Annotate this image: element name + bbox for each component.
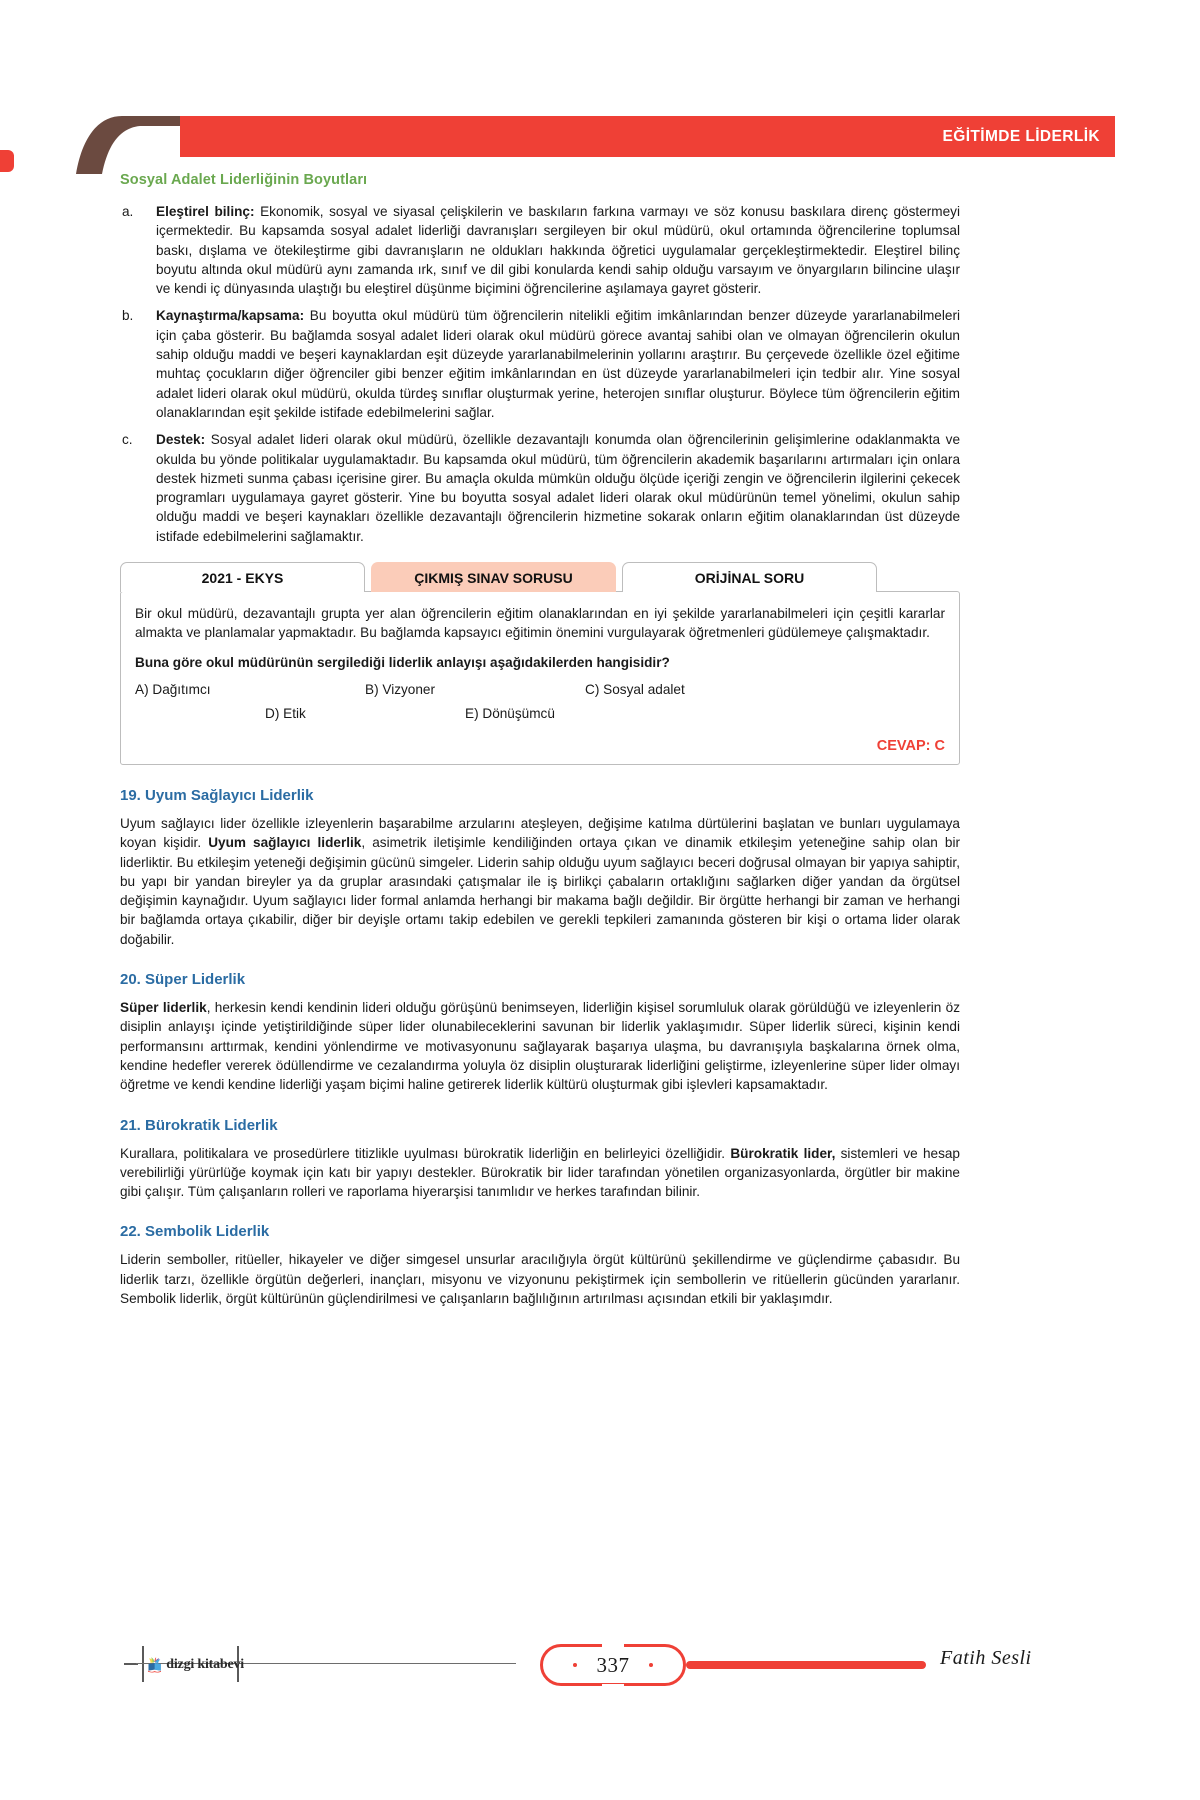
option-b[interactable] xyxy=(365,682,435,697)
list-text-c xyxy=(156,430,960,546)
option-d-label: Etik xyxy=(283,705,306,721)
exam-answer: CEVAP: C xyxy=(876,737,945,754)
option-b-label: Vizyoner xyxy=(382,681,436,697)
option-a-label: Dağıtımcı xyxy=(152,681,211,697)
left-edge-accent xyxy=(0,150,14,172)
exam-stem: Bir okul müdürü, dezavantajlı grupta yer alan öğrencilerin eğitim olanaklarından en iyi şekilde yararlanabilmeleri için çeşitli kararlar almakta ve planlamalar yapmaktadır. Bu bağlamda kapsayıcı eğitimin önemini vurgulayarak öğretmenleri güdülemeye çalışmaktadır. xyxy=(135,606,945,641)
topic-paragraph-21 xyxy=(120,1144,960,1202)
topic-heading-19: 19. Uyum Sağlayıcı Liderlik xyxy=(120,786,314,804)
exam-body xyxy=(120,591,960,765)
list-item-b xyxy=(120,306,960,422)
option-a[interactable] xyxy=(135,682,211,697)
tab-past-exam-question[interactable]: ÇIKMIŞ SINAV SORUSU xyxy=(371,562,616,592)
option-e-key: E) xyxy=(465,705,479,721)
topic-paragraph-20 xyxy=(120,998,960,1094)
page-number-badge xyxy=(540,1644,686,1686)
section-heading-social-justice: Sosyal Adalet Liderliğinin Boyutları xyxy=(120,172,368,188)
list-marker-a: a. xyxy=(122,204,134,219)
option-b-key: B) xyxy=(365,681,379,697)
option-c[interactable] xyxy=(585,682,685,697)
topic-paragraph-22 xyxy=(120,1250,960,1308)
exam-question-box xyxy=(120,562,960,765)
topic-heading-21: 21. Bürokratik Liderlik xyxy=(120,1116,278,1134)
run: Kurallara, politikalara ve prosedürlere titizlikle uyulması bürokratik liderliğin en belirleyici özelliğidir. xyxy=(120,1145,731,1161)
tab-exam-year[interactable]: 2021 - EKYS xyxy=(120,562,365,592)
run: sistemleri ve hesap verebilirliği yürürlüğe koymak için katı bir yapıyı destekler. Bürokratik bir lider tarafından yönetilen organizasyonlarda, örgütler bir makine gibi çalışır. Tüm çalışanların rolleri ve raporlama hiyerarşisi tanımlıdır ve herkes tarafından bilinir. xyxy=(120,1145,960,1200)
run: Liderin semboller, ritüeller, hikayeler ve diğer simgesel unsurlar aracılığıyla örgüt kültürünü şekillendirme ve güçlendirme çabasıdır. Bu liderlik tarzı, özellikle örgütün değerleri, inançları, misyonu ve vizyonunu pekiştirmek için sembollerin ve ritüellerin gücünden yararlanır. Sembolik liderlik, örgüt kültürünün güçlendirilmesi ve çalışanların bağlılığının artırılması açısından etkili bir yaklaşımdır. xyxy=(120,1252,960,1306)
option-c-label: Sosyal adalet xyxy=(603,681,685,697)
run: Uyum sağlayıcı lider özellikle izleyenlerin başarabilme arzularını ateşleyen, değişime katılma dürtülerini başlatan ve bunları uygulamaya koyan kişidir. xyxy=(120,815,960,851)
list-marker-c: c. xyxy=(122,432,133,448)
publisher-name: dizgi kitabevi xyxy=(166,1657,244,1672)
exam-tabs xyxy=(120,562,960,592)
option-e-label: Dönüşümcü xyxy=(482,705,555,721)
run-bold: Süper liderlik xyxy=(120,1000,207,1016)
body-a: Ekonomik, sosyal ve siyasal çelişkilerin ve baskıların farkına varmayı ve söz konusu baskılara direnç göstermeyi içermektedir. Bu kapsamda sosyal adalet liderliği davranışları sergileyen bir okul müdürü, okul ortamında öğrencilerine toplumsal baskı, dışlama ve ötekileştirme gibi davranışların ne oldukları hakkında öğretici uygulamalar gerçekleştirmektedir. Eleştirel bilinç boyutu altında okul müdürü aynı zamanda ırk, sınıf ve dil gibi konularda kendi sahip olduğu varsayım ve önyargıların bilincine ulaşır ve kendi iç dünyasında ulaştığı bu eleştirel düşünme biçimini öğrencilerine aşılamaya gayret gösterir. xyxy=(156,204,960,297)
option-a-key: A) xyxy=(135,681,149,697)
badge-notch-bottom xyxy=(602,1684,624,1692)
run-bold: Bürokratik lider, xyxy=(730,1145,836,1161)
footer-red-bar xyxy=(686,1661,926,1669)
term-c: Destek: xyxy=(156,432,206,448)
page-number: 337 xyxy=(596,1652,630,1677)
option-c-key: C) xyxy=(585,681,600,697)
run: , herkesin kendi kendinin lideri olduğu görüşünü benimseyen, liderliğin kişisel sorumluluk olarak görüldüğü ve izleyenlerin öz disiplin anlayışı içinde yetiştirildiğinde süper lider olunabileceklerini savunan bir liderlik yaklaşımıdır. Süper liderlik süreci, kişinin kendi performansını arttırmak, kendini yönlendirme ve motivasyonunu sağlayarak başarıya ulaşma, bu davranışıyla başkalarına örnek olma, kendine hedefler vererek ödüllendirme ve cezalandırma yoluyla öz disiplin oluşturarak liderliğini geliştirme, izleyenlerine süper lider olmayı öğretme ve kendi kendine liderliği yaşam biçimi haline getirerek liderlik kültürü oluşturmak gibi işlevleri kapsamaktadır. xyxy=(120,1000,960,1093)
term-a: Eleştirel bilinç: xyxy=(156,204,255,219)
footer-tick-left xyxy=(142,1646,144,1682)
run: , asimetrik iletişimle kendiliğinden ortaya çıkan ve dinamik etkileşim yeteneğine sahip olan bir liderliktir. Bu etkileşim yeteneği değişimin gücünü simgeler. Liderin sahip olduğu uyum sağlayıcı beceri doğrusal olmayan bir yapıya sahiptir, bu yapı bir yandan bireyler ya da gruplar arasındaki çatışmalar ile iş birlikçi çabaların ortaklığını sağlarken diğer yandan da örgütsel değişimin kaynağıdır. Uyum sağlayıcı lider formal anlamda herhangi bir makama bağlı değildir. Bir örgütte herhangi bir zaman ve herhangi bir bağlamda ortaya çıkabilir, diğer bir deyişle ortamı takip edebilen ve gerekli tepkileri zamanında gösteren bir kişi o ortama lider olarak doğabilir. xyxy=(120,835,960,947)
publisher-logo xyxy=(148,1644,244,1686)
badge-notch-top xyxy=(602,1640,624,1648)
body-b: Bu boyutta okul müdürü tüm öğrencilerin nitelikli eğitim imkânlarından benzer düzeyde yararlanabilmeleri için çaba gösterir. Bu bağlamda sosyal adalet lideri olarak okul müdürü görece avantaj sahibi olan ve olmayan öğrencilerin okulun sahip olduğu maddi ve beşeri kaynaklardan eşit düzeyde yararlanabilmelerinin yollarını araştırır. Bu çerçevede özellikle özel eğitime muhtaç çocukların diğer öğrenciler gibi benzer eğitim imkânlarından en üst düzeyde yararlanabilmeleri için tedbir alır. Yine sosyal adalet lideri olarak okul müdürü, okulda türdeş sınıflar oluşturmak yerine, heterojen sınıflar oluşturur. Böylece tüm öğrencilerin eğitim olanaklarından eşit şekilde istifade edebilmelerini sağlar. xyxy=(156,308,960,420)
tab-original-question[interactable]: ORİJİNAL SORU xyxy=(622,562,877,592)
list-item-a xyxy=(120,202,960,298)
page-footer xyxy=(0,1625,1200,1705)
run-bold: Uyum sağlayıcı liderlik xyxy=(208,835,362,851)
topic-heading-20: 20. Süper Liderlik xyxy=(120,971,246,989)
option-e[interactable] xyxy=(465,706,555,721)
topic-heading-22: 22. Sembolik Liderlik xyxy=(120,1223,270,1241)
list-item-c xyxy=(120,430,960,546)
author-signature: Fatih Sesli xyxy=(940,1647,1032,1669)
option-d-key: D) xyxy=(265,705,280,721)
body-c: Sosyal adalet lideri olarak okul müdürü, özellikle dezavantajlı konumda olan öğrencilerinin gelişimlerine odaklanmakta ve okulda bu yönde politikalar uygulamaktadır. Bu kapsamda okul müdürü, tüm öğrencilerin akademik başarılarını artırmaları için onlara destek hizmeti sunma çabası içerisine girer. Bu amaçla okulda mümkün olduğu ölçüde içeriği zengin ve öğrencilerin ilgilerini çekecek programları uygulamaya gayret gösterir. Yine bu boyutta sosyal adalet lideri olarak okul müdürünün temel yönelimi, okulun sahip olduğu maddi ve beşeri kaynakları özellikle dezavantajlı öğrencilerin hizmetine sokarak onların eğitim olanaklarından üst düzeyde istifade edebilmelerini sağlamaktır. xyxy=(156,432,960,544)
topic-paragraph-19 xyxy=(120,814,960,949)
book-fan-icon xyxy=(148,1650,161,1680)
list-marker-b: b. xyxy=(122,308,134,324)
exam-options xyxy=(135,682,945,734)
exam-question-prompt: Buna göre okul müdürünün sergilediği liderlik anlayışı aşağıdakilerden hangisidir? xyxy=(135,654,670,670)
header-title: EĞİTİMDE LİDERLİK xyxy=(942,128,1100,145)
option-d[interactable] xyxy=(265,706,306,721)
main-content xyxy=(120,172,960,1319)
list-text-a xyxy=(156,202,960,298)
term-b: Kaynaştırma/kapsama: xyxy=(156,308,305,324)
list-text-b xyxy=(156,306,960,422)
